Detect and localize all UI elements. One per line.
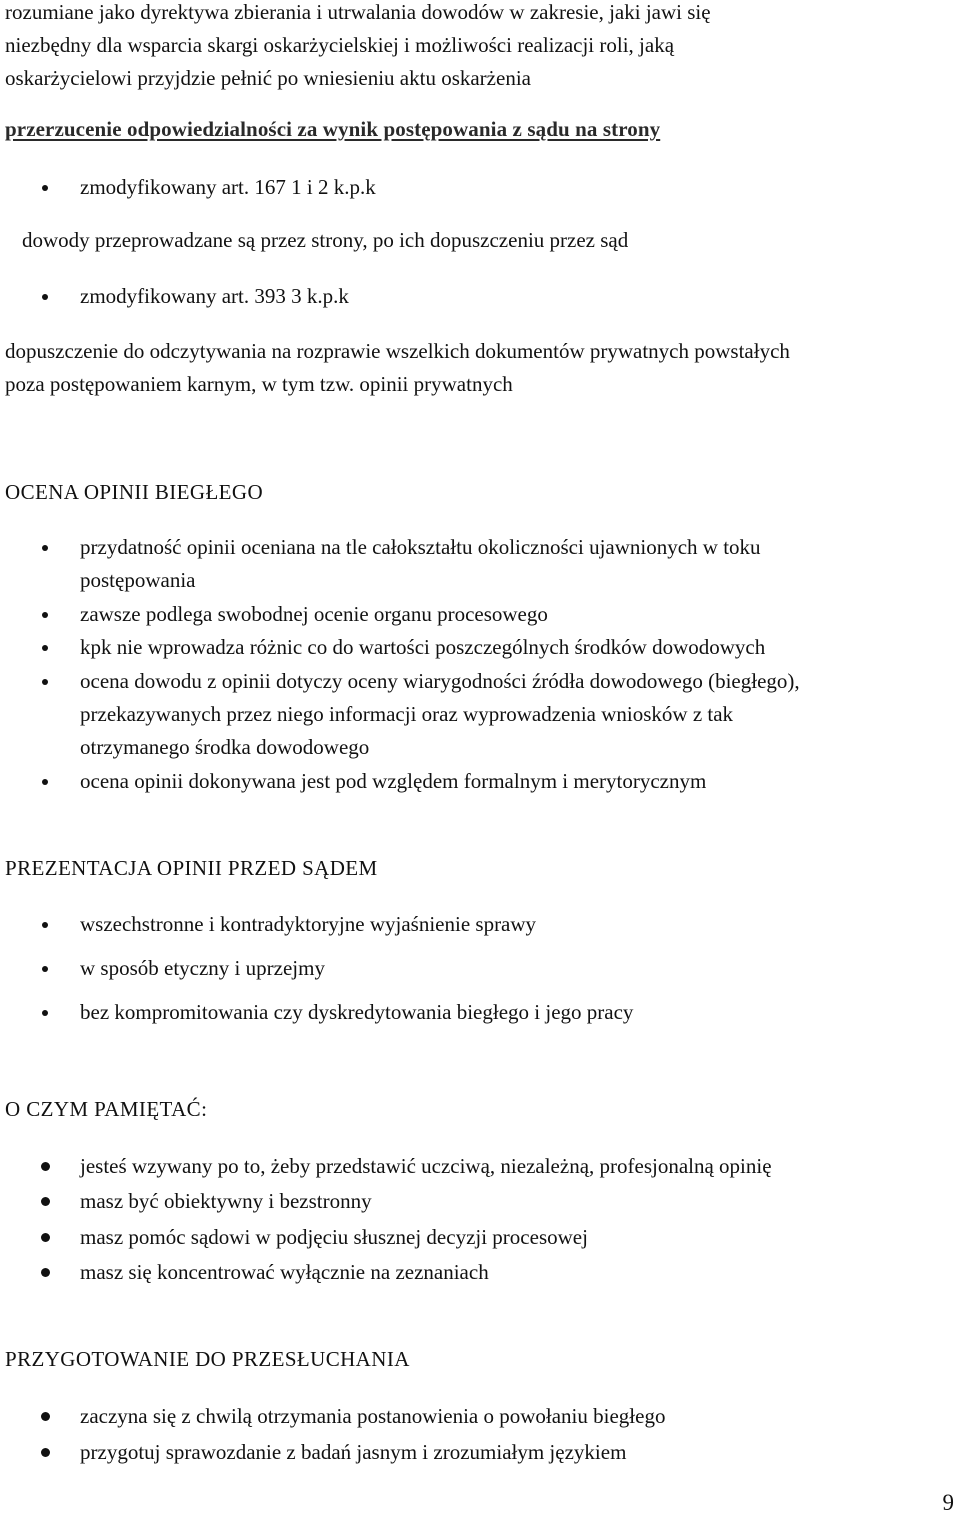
bullet-icon bbox=[41, 1412, 50, 1421]
bullet-text: zaczyna się z chwilą otrzymania postanowienia o powołaniu biegłego bbox=[80, 1404, 666, 1428]
bullet-text: ocena dowodu z opinii dotyczy oceny wiarygodności źródła dowodowego (biegłego), przekazywanych przez niego informacji oraz wyprowadzenia wniosków z tak otrzymanego środka dowodowego bbox=[80, 669, 800, 759]
reading-line: poza postępowaniem karnym, w tym tzw. opinii prywatnych bbox=[5, 372, 513, 396]
bullet-icon bbox=[42, 779, 48, 785]
bullet-icon bbox=[42, 294, 48, 300]
bullet-text: masz się koncentrować wyłącznie na zeznaniach bbox=[80, 1260, 489, 1284]
bullet-text: zmodyfikowany art. 167 1 i 2 k.p.k bbox=[80, 175, 376, 199]
bullet-text: jesteś wzywany po to, żeby przedstawić uczciwą, niezależną, profesjonalną opinię bbox=[80, 1154, 772, 1178]
bullet-icon bbox=[42, 645, 48, 651]
bullet-text: zawsze podlega swobodnej ocenie organu procesowego bbox=[80, 602, 548, 626]
reading-line: dopuszczenie do odczytywania na rozprawie wszelkich dokumentów prywatnych powstałych bbox=[5, 339, 790, 363]
bullet-text: zmodyfikowany art. 393 3 k.p.k bbox=[80, 284, 349, 308]
reading-paragraph bbox=[5, 335, 954, 401]
intro-paragraph bbox=[5, 0, 954, 95]
bullet-text: kpk nie wprowadza różnic co do wartości poszczególnych środków dowodowych bbox=[80, 635, 766, 659]
section-title-preparation: PRZYGOTOWANIE DO PRZESŁUCHANIA bbox=[5, 1347, 410, 1371]
bullet-icon bbox=[41, 1233, 50, 1242]
bullet-icon bbox=[42, 612, 48, 618]
bullet-text: w sposób etyczny i uprzejmy bbox=[80, 956, 325, 980]
bullet-icon bbox=[42, 1010, 48, 1016]
bullet-icon bbox=[42, 966, 48, 972]
evidence-line: dowody przeprowadzane są przez strony, po ich dopuszczeniu przez sąd bbox=[22, 228, 629, 252]
bullet-icon bbox=[41, 1162, 50, 1171]
section-title-remember: O CZYM PAMIĘTAĆ: bbox=[5, 1097, 208, 1121]
bullet-icon bbox=[42, 185, 48, 191]
bullet-icon bbox=[42, 922, 48, 928]
section-title-presentation: PREZENTACJA OPINII PRZED SĄDEM bbox=[5, 856, 378, 880]
responsibility-shift-heading: przerzucenie odpowiedzialności za wynik postępowania z sądu na strony bbox=[5, 117, 661, 141]
bullet-icon bbox=[42, 679, 48, 685]
bullet-icon bbox=[41, 1448, 50, 1457]
intro-line: niezbędny dla wsparcia skargi oskarżycielskiej i możliwości realizacji roli, jaką bbox=[5, 33, 675, 57]
bullet-icon bbox=[42, 545, 48, 551]
intro-line: oskarżycielowi przyjdzie pełnić po wniesieniu aktu oskarżenia bbox=[5, 66, 531, 90]
bullet-text: ocena opinii dokonywana jest pod względem formalnym i merytorycznym bbox=[80, 769, 707, 793]
section-title-assessment: OCENA OPINII BIEGŁEGO bbox=[5, 480, 264, 504]
bullet-icon bbox=[41, 1268, 50, 1277]
bullet-text: masz pomóc sądowi w podjęciu słusznej decyzji procesowej bbox=[80, 1225, 588, 1249]
bullet-text: wszechstronne i kontradyktoryjne wyjaśnienie sprawy bbox=[80, 912, 537, 936]
page-number: 9 bbox=[942, 1490, 954, 1515]
bullet-text: przygotuj sprawozdanie z badań jasnym i zrozumiałym językiem bbox=[80, 1440, 627, 1464]
bullet-text: masz być obiektywny i bezstronny bbox=[80, 1189, 372, 1213]
bullet-text: przydatność opinii oceniana na tle całokształtu okoliczności ujawnionych w toku postępowania bbox=[80, 535, 761, 592]
bullet-icon bbox=[41, 1197, 50, 1206]
bullet-text: bez kompromitowania czy dyskredytowania biegłego i jego pracy bbox=[80, 1000, 634, 1024]
intro-line: rozumiane jako dyrektywa zbierania i utrwalania dowodów w zakresie, jaki jawi się bbox=[5, 0, 711, 24]
